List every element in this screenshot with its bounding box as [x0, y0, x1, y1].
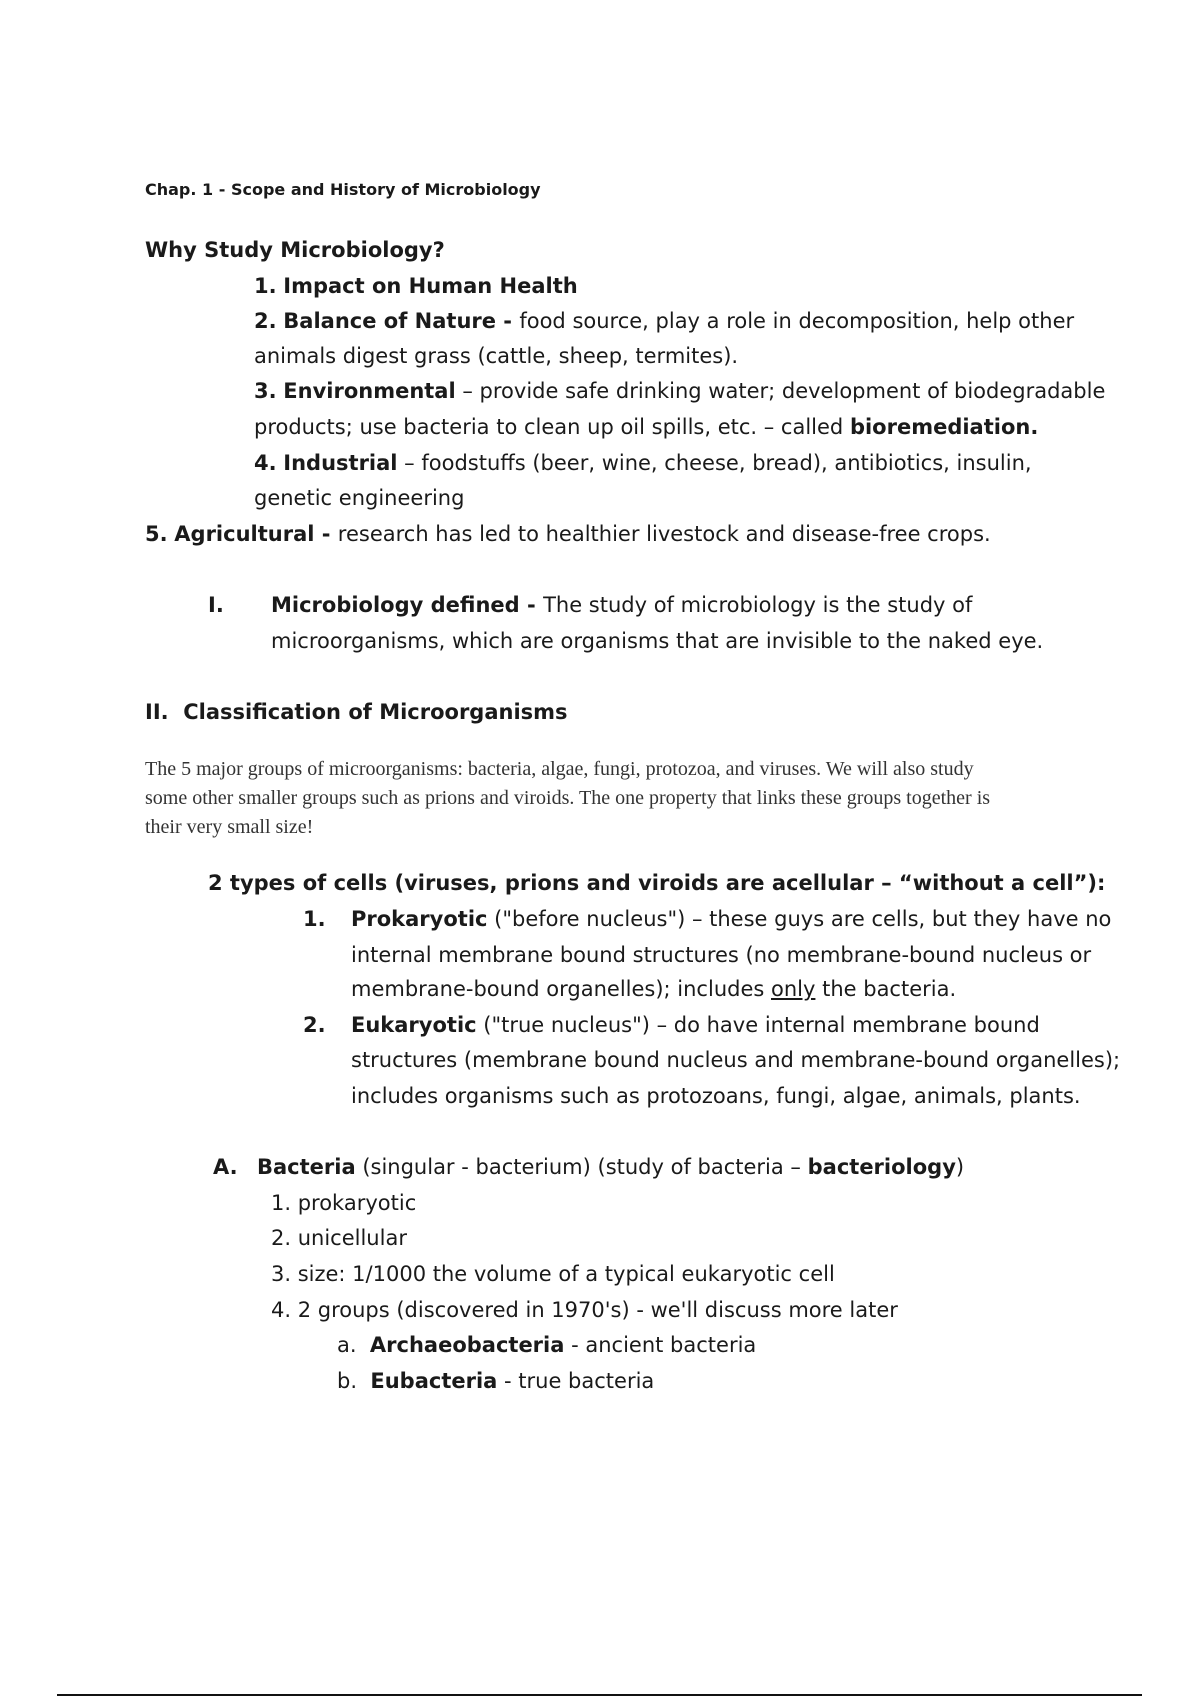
- why-item-3-sep: –: [455, 379, 480, 403]
- euk-cont-1: structures (membrane bound nucleus and membrane-bound organelles);: [351, 1048, 1121, 1072]
- bacteria-item-1: 1. prokaryotic: [271, 1191, 417, 1215]
- why-item-2-term: Balance of Nature: [283, 309, 496, 333]
- why-item-4-desc: foodstuffs (beer, wine, cheese, bread), antibiotics, insulin,: [421, 451, 1032, 475]
- prok-only-underlined: only: [771, 977, 816, 1001]
- euk-cont-2: includes organisms such as protozoans, fungi, algae, animals, plants.: [351, 1084, 1081, 1108]
- why-item-1-num: 1.: [254, 274, 277, 298]
- prok-line: [351, 905, 1111, 933]
- why-item-1: [254, 272, 578, 300]
- why-item-1-term: Impact on Human Health: [283, 274, 578, 298]
- section-2-para-line-2: some other smaller groups such as prions and viroids. The one property that links these groups together is: [145, 787, 991, 809]
- section-2-heading: [145, 698, 568, 726]
- why-item-4-term: Industrial: [283, 451, 398, 475]
- why-item-3-cont: [254, 413, 1038, 441]
- why-item-4: [254, 449, 1032, 477]
- section-1-term: Microbiology defined: [271, 593, 520, 617]
- why-heading: Why Study Microbiology?: [145, 238, 445, 262]
- prok-cont-1: internal membrane bound structures (no membrane-bound nucleus or: [351, 943, 1092, 967]
- section-2-para-line-3: their very small size!: [145, 816, 314, 838]
- subitem-a-desc: - ancient bacteria: [564, 1333, 757, 1357]
- bacteria-letter: A.: [213, 1155, 238, 1179]
- section-2-title: Classification of Microorganisms: [183, 700, 568, 724]
- bacteria-term: Bacteria: [257, 1155, 356, 1179]
- bacteria-item-2: 2. unicellular: [271, 1226, 407, 1250]
- bacteriology-term: bacteriology: [807, 1155, 956, 1179]
- why-item-3-term: Environmental: [283, 379, 456, 403]
- subitem-b-letter: b.: [337, 1369, 358, 1393]
- why-item-5-term: Agricultural: [174, 522, 315, 546]
- subitem-a-term: Archaeobacteria: [369, 1333, 565, 1357]
- bacteria-subitem-a: [337, 1331, 756, 1359]
- why-item-2-cont: animals digest grass (cattle, sheep, termites).: [254, 344, 739, 368]
- bacteria-desc: (singular - bacterium) (study of bacteria –: [355, 1155, 808, 1179]
- why-item-3-desc: provide safe drinking water; development of biodegradable: [479, 379, 1106, 403]
- section-1-sep: -: [519, 593, 544, 617]
- why-item-5: [145, 520, 991, 548]
- why-item-2-sep: -: [496, 309, 520, 333]
- bacteria-line: [257, 1153, 964, 1181]
- why-item-4-cont: genetic engineering: [254, 486, 465, 510]
- prok-desc: ("before nucleus") – these guys are cells, but they have no: [487, 907, 1112, 931]
- prok-cont-2-pre: membrane-bound organelles); includes: [351, 977, 771, 1001]
- prok-term: Prokaryotic: [351, 907, 488, 931]
- section-1-desc: The study of microbiology is the study of: [543, 593, 973, 617]
- why-item-2-num: 2.: [254, 309, 277, 333]
- bacteria-item-4: 4. 2 groups (discovered in 1970's) - we'll discuss more later: [271, 1298, 898, 1322]
- bacteria-subitem-b: [337, 1367, 654, 1395]
- prok-cont-2: [351, 975, 956, 1003]
- section-1-cont: microorganisms, which are organisms that are invisible to the naked eye.: [271, 629, 1044, 653]
- chapter-title: Chap. 1 - Scope and History of Microbiology: [145, 180, 541, 199]
- bacteria-desc-end: ): [955, 1155, 965, 1179]
- why-item-3-num: 3.: [254, 379, 277, 403]
- why-item-5-num: 5.: [145, 522, 168, 546]
- subitem-b-term: Eubacteria: [370, 1369, 498, 1393]
- section-1-line: [271, 591, 972, 619]
- euk-desc: ("true nucleus") – do have internal membrane bound: [476, 1013, 1040, 1037]
- euk-line: [351, 1011, 1040, 1039]
- footer-rule: [57, 1694, 1142, 1696]
- why-item-2: [254, 307, 1074, 335]
- euk-term: Eukaryotic: [351, 1013, 477, 1037]
- why-item-3: [254, 377, 1105, 405]
- why-item-5-desc: research has led to healthier livestock and disease-free crops.: [337, 522, 991, 546]
- why-item-4-num: 4.: [254, 451, 277, 475]
- section-2-para-line-1: The 5 major groups of microorganisms: bacteria, algae, fungi, protozoa, and viruses. We will also study: [145, 758, 974, 780]
- why-item-3-cont-text: products; use bacteria to clean up oil spills, etc. – called: [254, 415, 850, 439]
- subitem-a-letter: a.: [337, 1333, 357, 1357]
- prok-num: 1.: [303, 907, 326, 931]
- prok-cont-2-post: the bacteria.: [815, 977, 957, 1001]
- bioremediation-term: bioremediation.: [849, 415, 1039, 439]
- subitem-b-desc: - true bacteria: [497, 1369, 655, 1393]
- euk-num: 2.: [303, 1013, 326, 1037]
- cells-heading: 2 types of cells (viruses, prions and viroids are acellular – “without a cell”):: [208, 871, 1106, 895]
- section-2-numeral: II.: [145, 700, 169, 724]
- why-item-4-sep: –: [397, 451, 422, 475]
- why-item-2-desc: food source, play a role in decomposition, help other: [519, 309, 1075, 333]
- section-1-numeral: I.: [208, 593, 224, 617]
- why-item-5-sep: -: [314, 522, 338, 546]
- bacteria-item-3: 3. size: 1/1000 the volume of a typical eukaryotic cell: [271, 1262, 835, 1286]
